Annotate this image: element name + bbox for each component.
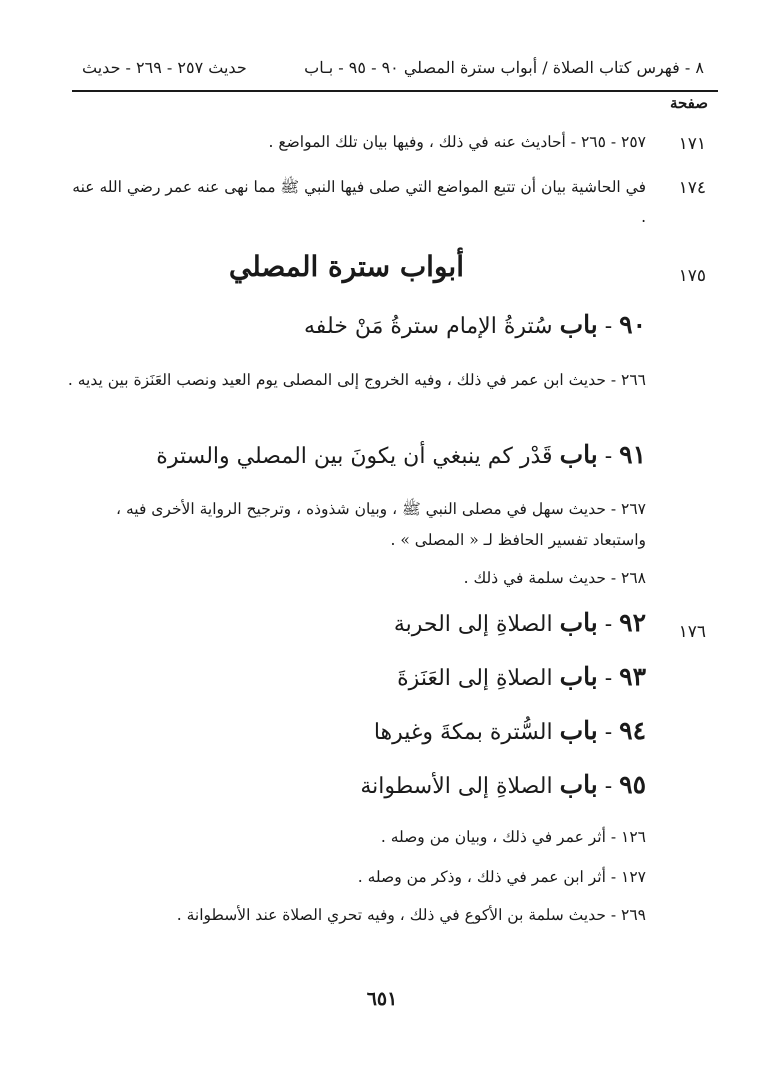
chapter-number: ٩٤ xyxy=(619,716,646,745)
chapter-heading-90 xyxy=(304,310,646,339)
header-left-range: حديث ٢٥٧ - ٢٦٩ - حديث xyxy=(82,58,247,77)
page-column-label: صفحة xyxy=(669,94,708,112)
chapter-heading-95 xyxy=(360,770,646,799)
hadith-entry-269: ٢٦٩ - حديث سلمة بن الأكوع في ذلك ، وفيه تحري الصلاة عند الأسطوانة . xyxy=(176,906,646,924)
chapter-heading-91 xyxy=(156,440,646,469)
chapter-number: ٩١ xyxy=(619,440,646,469)
chapter-dash: - xyxy=(604,720,613,745)
chapter-word: باب xyxy=(559,716,598,745)
chapter-title: الصلاةِ إلى العَنَزةَ xyxy=(397,666,553,691)
hadith-entry-266: ٢٦٦ - حديث ابن عمر في ذلك ، وفيه الخروج إلى المصلى يوم العيد ونصب العَنَزة بين يديه . xyxy=(67,371,646,389)
chapter-dash: - xyxy=(604,314,613,339)
chapter-word: باب xyxy=(559,608,598,637)
chapter-heading-94 xyxy=(374,716,646,745)
page-ref-176: ١٧٦ xyxy=(678,622,706,642)
chapter-heading-93 xyxy=(397,662,646,691)
chapter-word: باب xyxy=(559,440,598,469)
chapter-title: الصلاةِ إلى الأسطوانة xyxy=(360,774,553,799)
athar-entry-126: ١٢٦ - أثر عمر في ذلك ، وبيان من وصله . xyxy=(380,828,646,846)
chapter-title: السُّترة بمكةَ وغيرها xyxy=(373,720,553,745)
chapter-number: ٩٥ xyxy=(619,770,646,799)
chapter-word: باب xyxy=(559,310,598,339)
hadith-entry-267: ٢٦٧ - حديث سهل في مصلى النبي ﷺ ، وبيان شذوذه ، وترجيح الرواية الأخرى فيه ، واستبعاد تفسير الحافظ لـ « المصلى » . xyxy=(116,500,646,549)
page-ref-171: ١٧١ xyxy=(678,134,706,154)
section-title: أبواب سترة المصلي xyxy=(228,250,464,283)
chapter-heading-92 xyxy=(394,608,646,637)
page-ref-175: ١٧٥ xyxy=(678,266,706,286)
chapter-dash: - xyxy=(604,612,613,637)
chapter-dash: - xyxy=(604,444,613,469)
chapter-number: ٩٢ xyxy=(619,608,646,637)
chapter-number: ٩٠ xyxy=(619,310,646,339)
chapter-title: قَدْر كم ينبغي أن يكونَ بين المصلي والسترة xyxy=(156,444,553,469)
page-number: ٦٥١ xyxy=(366,988,398,1010)
header-right-title: ٨ - فهرس كتاب الصلاة / أبواب سترة المصلي ٩٠ - ٩٥ - بـاب xyxy=(304,58,704,77)
header-divider xyxy=(72,90,718,92)
index-entry: في الحاشية بيان أن تتبع المواضع التي صلى فيها النبي ﷺ مما نهى عنه عمر رضي الله عنه . xyxy=(72,178,646,226)
index-entry: ٢٥٧ - ٢٦٥ - أحاديث عنه في ذلك ، وفيها بيان تلك المواضع . xyxy=(268,133,646,151)
chapter-number: ٩٣ xyxy=(619,662,646,691)
chapter-title: الصلاةِ إلى الحربة xyxy=(393,612,553,637)
hadith-entry-268: ٢٦٨ - حديث سلمة في ذلك . xyxy=(463,569,646,587)
athar-entry-127: ١٢٧ - أثر ابن عمر في ذلك ، وذكر من وصله . xyxy=(357,868,646,886)
chapter-dash: - xyxy=(604,666,613,691)
chapter-word: باب xyxy=(559,770,598,799)
chapter-word: باب xyxy=(559,662,598,691)
page-ref-174: ١٧٤ xyxy=(678,178,706,198)
chapter-title: سُترةُ الإمام سترةُ مَنْ خلفه xyxy=(304,314,553,339)
chapter-dash: - xyxy=(604,774,613,799)
